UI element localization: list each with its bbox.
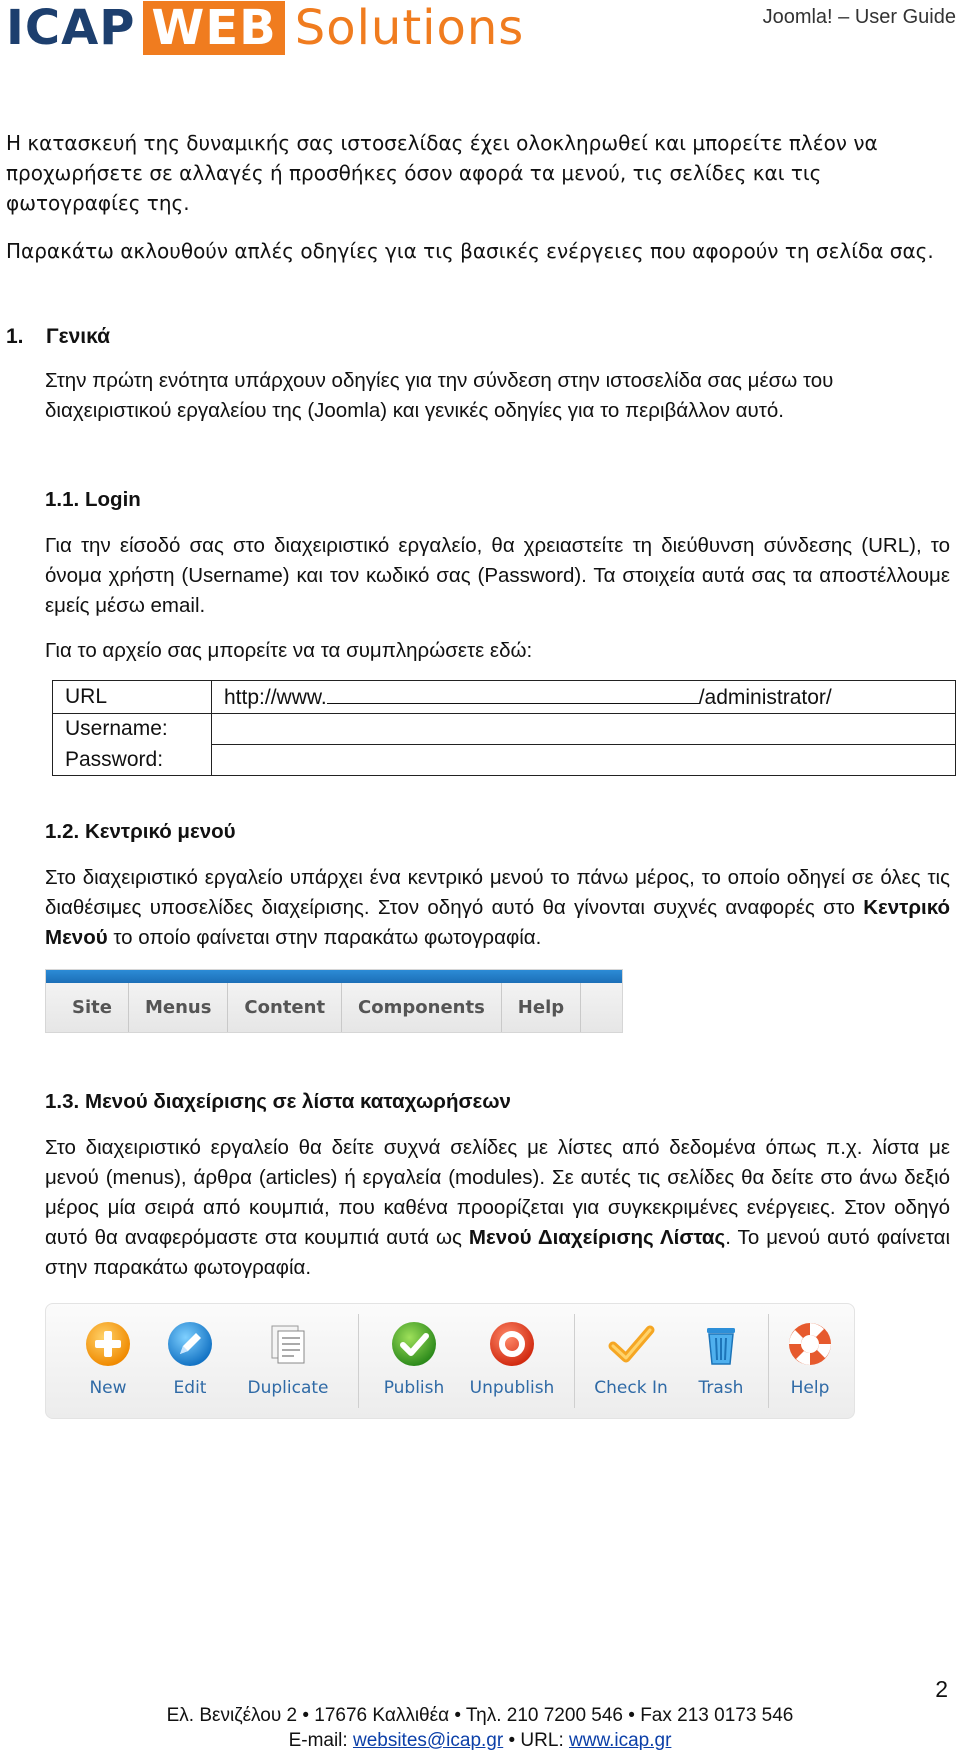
add-icon (84, 1320, 132, 1368)
section-1-1-instruction: Για το αρχείο σας μπορείτε να τα συμπληρώσετε εδώ: (45, 639, 533, 662)
help-icon (786, 1320, 834, 1368)
menu-item-site[interactable]: Site (46, 983, 129, 1032)
website-link[interactable]: www.icap.gr (569, 1730, 672, 1751)
url-field[interactable] (212, 681, 956, 714)
toolbar-label: Publish (383, 1378, 445, 1398)
toolbar-label: New (89, 1378, 127, 1398)
text-part: Στο διαχειριστικό εργαλείο θα δείτε συχνά σελίδες με λίστες από δεδομένα όπως π.χ. λίστα με μενού (menus), άρθρα (articles) ή εργαλεία (modules). Σε αυτές τις σελίδες θα δείτε στο άνω δεξιό μέρος μία σειρά από κουμπιά, που καθένα προορίζεται για συγκεκριμένες ενέργειες. Στον οδηγό αυτό θα αναφερόμαστε στα κουμπιά αυτά ως (45, 1136, 950, 1249)
intro-paragraph-2: Παρακάτω ακλουθούν απλές οδηγίες για τις βασικές ενέργειες που αφορούν τη σελίδα σας. (6, 239, 934, 263)
toolbar-button-unpublish[interactable] (460, 1304, 564, 1418)
publish-icon (390, 1320, 438, 1368)
text-part: το οποίο φαίνεται στην παρακάτω φωτογραφία. (107, 926, 542, 949)
edit-icon (166, 1320, 214, 1368)
url-label: URL (53, 681, 212, 714)
toolbar-divider (574, 1314, 575, 1408)
toolbar-button-edit[interactable] (160, 1304, 220, 1418)
password-label: Password: (53, 745, 212, 776)
duplicate-icon (264, 1320, 312, 1368)
section-1-heading (6, 325, 110, 349)
toolbar-label: Help (790, 1378, 830, 1398)
section-title: Μενού διαχείρισης σε λίστα καταχωρήσεων (85, 1090, 511, 1113)
section-title: Γενικά (46, 325, 111, 348)
company-logo (6, 0, 524, 56)
section-1-2-text (45, 863, 950, 953)
toolbar-button-new[interactable] (78, 1304, 138, 1418)
section-title: Login (85, 488, 141, 511)
email-prefix: E-mail: (288, 1730, 353, 1751)
url-blank-line[interactable] (327, 681, 699, 704)
credentials-table (52, 680, 956, 776)
menu-item-content[interactable]: Content (228, 983, 342, 1032)
logo-icap: ICAP (6, 0, 136, 56)
section-1-3-text (45, 1133, 950, 1283)
toolbar-divider (358, 1314, 359, 1408)
footer-contact (0, 1730, 960, 1752)
section-1-2-heading (45, 820, 236, 844)
section-number: 1.2. (45, 820, 80, 843)
table-row (53, 745, 956, 776)
menu-item-components[interactable]: Components (342, 983, 502, 1032)
check-in-icon (607, 1320, 655, 1368)
footer-address: Ελ. Βενιζέλου 2 • 17676 Καλλιθέα • Τηλ. 210 7200 546 • Fax 213 0173 546 (166, 1705, 794, 1726)
menu-item-help[interactable]: Help (502, 983, 581, 1032)
section-number: 1.3. (45, 1090, 80, 1113)
bold-term: Κεντρικό Μενού (45, 896, 950, 949)
intro-paragraph: Η κατασκευή της δυναμικής σας ιστοσελίδας έχει ολοκληρωθεί και μπορείτε πλέον να προχωρήσετε σε αλλαγές ή προσθήκες όσον αφορά τα μενού, τις σελίδες και τις φωτογραφίες της. (6, 131, 878, 215)
toolbar-button-help[interactable] (780, 1304, 840, 1418)
bold-term: Μενού Διαχείρισης Λίστας (468, 1226, 726, 1249)
text-part: . Το μενού αυτό φαίνεται στην παρακάτω φωτογραφία. (45, 1226, 950, 1279)
toolbar-button-publish[interactable] (376, 1304, 452, 1418)
url-prefix: http://www. (224, 686, 327, 709)
section-1-text: Στην πρώτη ενότητα υπάρχουν οδηγίες για την σύνδεση στην ιστοσελίδα σας μέσω του διαχειριστικού εργαλείου της (Joomla) και γενικές οδηγίες για το περιβάλλον αυτό. (45, 369, 834, 422)
url-suffix: /administrator/ (698, 686, 832, 709)
toolbar-label: Trash (698, 1378, 744, 1398)
section-number: 1.1. (45, 488, 80, 511)
document-title: Joomla! – User Guide (762, 6, 956, 28)
unpublish-icon (488, 1320, 536, 1368)
logo-solutions: Solutions (294, 0, 525, 56)
username-field[interactable] (212, 714, 956, 745)
menu-top-bar (46, 970, 622, 983)
text-part: Στο διαχειριστικό εργαλείο υπάρχει ένα κεντρικό μενού το πάνω μέρος, το οποίο οδηγεί σε όλες τις διαθέσιμες υποσελίδες διαχείρισης. Στον οδηγό αυτό θα γίνονται συχνές αναφορές στο (45, 866, 950, 919)
menu-item-menus[interactable]: Menus (129, 983, 228, 1032)
toolbar-label: Edit (173, 1378, 207, 1398)
toolbar-button-duplicate[interactable] (238, 1304, 338, 1418)
section-1-1-heading (45, 488, 141, 512)
section-number: 1. (6, 325, 24, 348)
page-number: 2 (935, 1676, 948, 1702)
table-row (53, 714, 956, 745)
username-label: Username: (53, 714, 212, 745)
menu-items (46, 983, 622, 1032)
password-field[interactable] (212, 745, 956, 776)
toolbar-label: Duplicate (247, 1378, 329, 1398)
email-link[interactable]: websites@icap.gr (352, 1730, 504, 1751)
trash-icon (697, 1320, 745, 1368)
main-menu-screenshot (45, 969, 623, 1033)
table-row (53, 681, 956, 714)
toolbar-label: Unpublish (469, 1378, 555, 1398)
logo-web: WEB (143, 1, 284, 55)
section-1-3-heading (45, 1090, 511, 1114)
toolbar-label: Check In (594, 1378, 668, 1398)
section-title: Κεντρικό μενού (85, 820, 236, 843)
toolbar-divider (768, 1314, 769, 1408)
section-1-1-text: Για την είσοδό σας στο διαχειριστικό εργαλείο, θα χρειαστείτε τη διεύθυνση σύνδεσης (URL), το όνομα χρήστη (Username) και τον κωδικό σας (Password). Τα στοιχεία αυτά σας τα αποστέλλουμε εμείς μέσω email. (45, 534, 950, 617)
url-prefix: • URL: (503, 1730, 569, 1751)
list-toolbar-screenshot (45, 1303, 855, 1419)
toolbar-button-trash[interactable] (684, 1304, 758, 1418)
toolbar-button-check-in[interactable] (584, 1304, 678, 1418)
